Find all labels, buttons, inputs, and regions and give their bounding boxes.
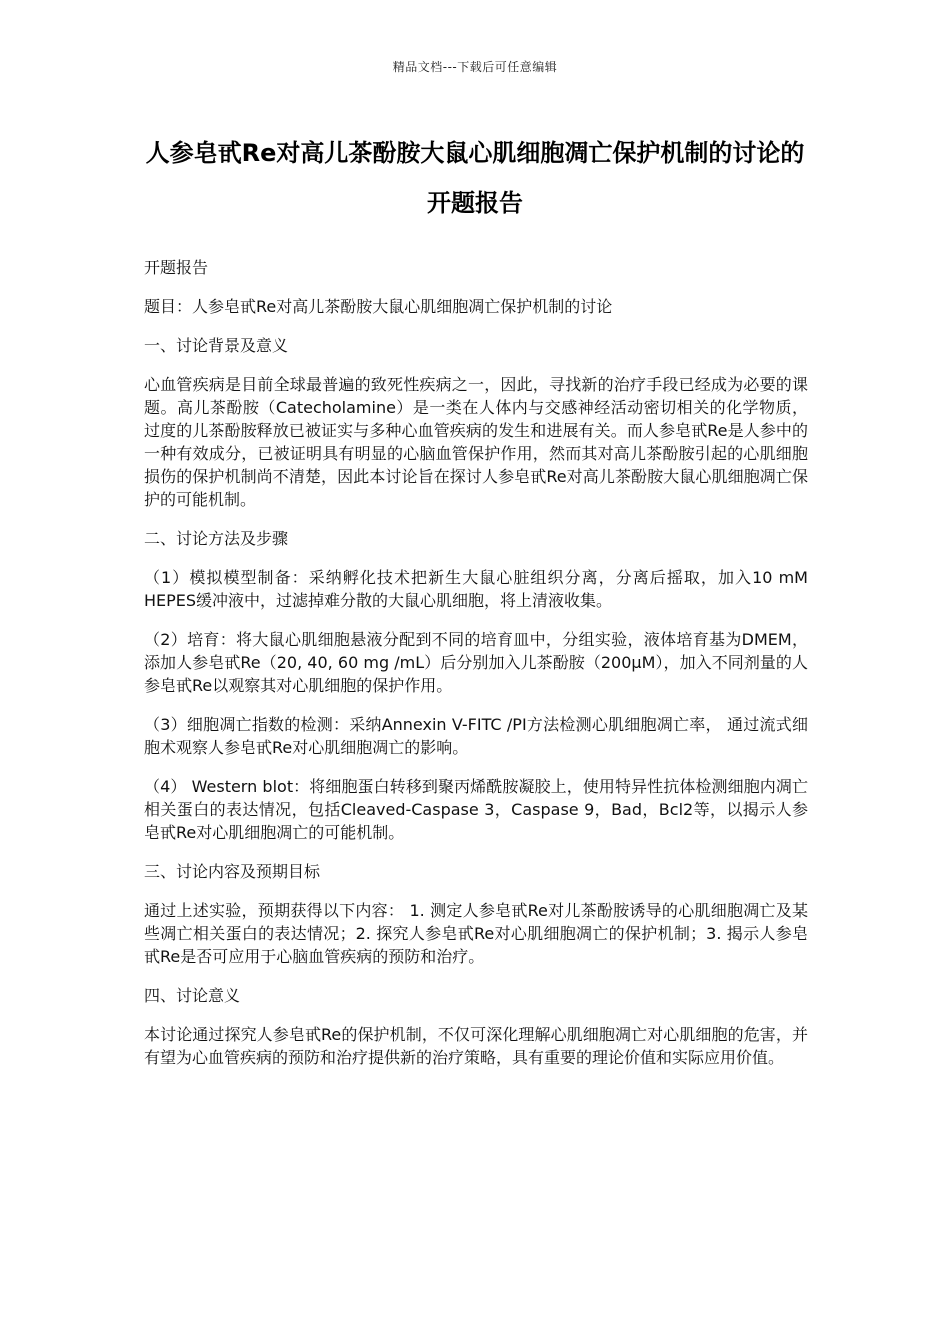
section-paragraph: （1）模拟模型制备：采纳孵化技术把新生大鼠心脏组织分离，分离后摇取，加入10 mM HEPES缓冲液中，过滤掉难分散的大鼠心肌细胞，将上清液收集。 [144,568,808,610]
section-paragraph: （4） Western blot：将细胞蛋白转移到聚丙烯酰胺凝胶上，使用特异性抗体检测细胞内凋亡相关蛋白的表达情况，包括Cleaved-Caspase 3，Caspase 9，Bad，Bcl2等，以揭示人参皂甙Re对心肌细胞凋亡的可能机制。 [144,777,808,842]
section-heading: 一、讨论背景及意义 [144,336,289,355]
section-heading: 二、讨论方法及步骤 [144,529,289,548]
section-heading: 三、讨论内容及预期目标 [144,862,321,881]
section-paragraph: 本讨论通过探究人参皂甙Re的保护机制，不仅可深化理解心肌细胞凋亡对心肌细胞的危害，并有望为心血管疾病的预防和治疗提供新的治疗策略，具有重要的理论价值和实际应用价值。 [144,1025,808,1067]
report-label: 开题报告 [144,258,209,277]
section-paragraph: （2）培育：将大鼠心肌细胞悬液分配到不同的培育皿中，分组实验，液体培育基为DMEM，添加人参皂甙Re（20, 40, 60 mg /mL）后分别加入儿茶酚胺（200μM），加入不同剂量的人参皂甙Re以观察其对心肌细胞的保护作用。 [144,630,808,695]
document-title: 人参皂甙Re对高儿茶酚胺大鼠心肌细胞凋亡保护机制的讨论的开题报告 [145,139,805,217]
section-paragraph: 心血管疾病是目前全球最普遍的致死性疾病之一，因此，寻找新的治疗手段已经成为必要的课题。高儿茶酚胺（Catecholamine）是一类在人体内与交感神经活动密切相关的化学物质，过度的儿茶酚胺释放已被证实与多种心血管疾病的发生和进展有关。而人参皂甙Re是人参中的一种有效成分，已被证明具有明显的心脑血管保护作用，然而其对高儿茶酚胺引起的心肌细胞损伤的保护机制尚不清楚，因此本讨论旨在探讨人参皂甙Re对高儿茶酚胺大鼠心肌细胞凋亡保护的可能机制。 [144,375,808,509]
section-heading: 四、讨论意义 [144,986,241,1005]
document-body [144,256,808,1084]
report-topic: 题目：人参皂甙Re对高儿茶酚胺大鼠心肌细胞凋亡保护机制的讨论 [144,297,613,316]
header-note: 精品文档---下载后可任意编辑 [392,60,558,74]
section-paragraph: 通过上述实验，预期获得以下内容： 1. 测定人参皂甙Re对儿茶酚胺诱导的心肌细胞凋亡及某些凋亡相关蛋白的表达情况；2. 探究人参皂甙Re对心肌细胞凋亡的保护机制；3. 揭示人参皂甙Re是否可应用于心脑血管疾病的预防和治疗。 [144,901,808,966]
section-paragraph: （3）细胞凋亡指数的检测：采纳Annexin V-FITC /PI方法检测心肌细胞凋亡率， 通过流式细胞术观察人参皂甙Re对心肌细胞凋亡的影响。 [144,715,808,757]
